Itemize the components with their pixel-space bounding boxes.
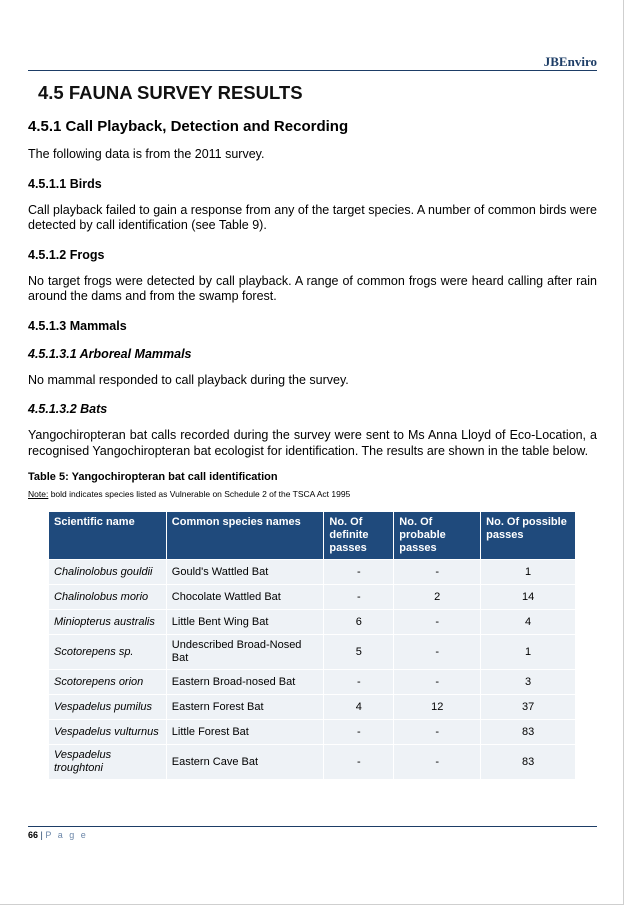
cell-definite: - [324,585,394,610]
cell-possible: 3 [481,670,576,695]
header-common-name: Common species names [166,512,324,560]
cell-common: Eastern Cave Bat [166,745,324,780]
cell-possible: 37 [481,695,576,720]
cell-probable: - [394,720,481,745]
mammals-heading: 4.5.1.3 Mammals [28,318,127,333]
cell-scientific: Vespadelus vulturnus [49,720,167,745]
cell-possible: 83 [481,720,576,745]
section-heading-4-5-1: 4.5.1 Call Playback, Detection and Recording [28,118,349,135]
cell-definite: 6 [324,610,394,635]
cell-scientific: Scotorepens sp. [49,635,167,670]
table-row [49,720,576,745]
cell-common: Undescribed Broad-Nosed Bat [166,635,324,670]
cell-scientific: Chalinolobus morio [49,585,167,610]
cell-definite: - [324,720,394,745]
birds-heading: 4.5.1.1 Birds [28,176,102,191]
bats-heading: 4.5.1.3.2 Bats [28,402,108,416]
page-footer [28,830,88,840]
cell-possible: 1 [481,635,576,670]
section-heading-4-5: 4.5 FAUNA SURVEY RESULTS [38,82,303,103]
cell-common: Chocolate Wattled Bat [166,585,324,610]
table-row [49,560,576,585]
frogs-heading: 4.5.1.2 Frogs [28,247,105,262]
cell-probable: - [394,745,481,780]
cell-scientific: Scotorepens orion [49,670,167,695]
cell-probable: - [394,670,481,695]
note-label: Note: [28,489,49,499]
table-header-row [49,512,576,560]
cell-definite: - [324,560,394,585]
cell-probable: - [394,560,481,585]
cell-common: Little Bent Wing Bat [166,610,324,635]
cell-common: Gould's Wattled Bat [166,560,324,585]
header-probable-passes: No. Of probable passes [394,512,481,560]
cell-scientific: Chalinolobus gouldii [49,560,167,585]
cell-definite: - [324,745,394,780]
frogs-paragraph: No target frogs were detected by call playback. A range of common frogs were heard calling after rain around the dams and from the swamp forest. [28,273,597,303]
table-row [49,695,576,720]
bats-paragraph: Yangochiropteran bat calls recorded during the survey were sent to Ms Anna Lloyd of Eco-Location, a recognised Yangochiropteran bat ecologist for identification. The results are shown in the table below. [28,428,597,458]
page-number: 66 [28,830,39,840]
bat-call-table [48,511,576,780]
header-rule [28,70,597,71]
brand-logo: JBEnviro [543,54,597,69]
intro-paragraph: The following data is from the 2011 survey. [28,147,265,161]
cell-probable: 2 [394,585,481,610]
cell-definite: 5 [324,635,394,670]
cell-scientific: Miniopterus australis [49,610,167,635]
cell-possible: 1 [481,560,576,585]
cell-common: Little Forest Bat [166,720,324,745]
cell-common: Eastern Forest Bat [166,695,324,720]
table-note [28,489,597,499]
table-row [49,610,576,635]
cell-probable: - [394,610,481,635]
cell-common: Eastern Broad-nosed Bat [166,670,324,695]
page-label: P a g e [45,830,88,840]
header-possible-passes: No. Of possible passes [481,512,576,560]
cell-probable: - [394,635,481,670]
table-row [49,635,576,670]
cell-possible: 4 [481,610,576,635]
arboreal-paragraph: No mammal responded to call playback during the survey. [28,372,349,387]
header-scientific-name: Scientific name [49,512,167,560]
table-caption: Table 5: Yangochiropteran bat call identification [28,471,278,483]
document-body [28,82,597,780]
birds-paragraph: Call playback failed to gain a response from any of the target species. A number of common birds were detected by call identification (see Table 9). [28,202,597,232]
cell-scientific: Vespadelus troughtoni [49,745,167,780]
table-row [49,585,576,610]
cell-scientific: Vespadelus pumilus [49,695,167,720]
cell-probable: 12 [394,695,481,720]
cell-definite: - [324,670,394,695]
header-definite-passes: No. Of definite passes [324,512,394,560]
table-row [49,745,576,780]
footer-separator: | [38,830,46,840]
cell-definite: 4 [324,695,394,720]
table-row [49,670,576,695]
cell-possible: 14 [481,585,576,610]
note-text: bold indicates species listed as Vulnerable on Schedule 2 of the TSCA Act 1995 [48,489,351,499]
arboreal-heading: 4.5.1.3.1 Arboreal Mammals [28,346,192,361]
footer-rule [28,826,597,827]
cell-possible: 83 [481,745,576,780]
